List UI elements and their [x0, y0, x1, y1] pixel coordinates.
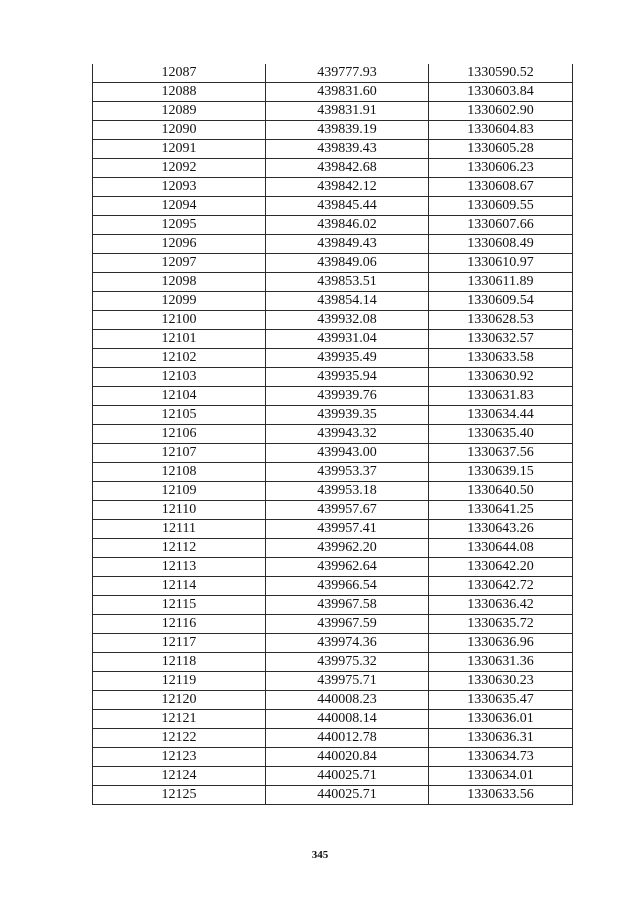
- x-coordinate-cell: 439966.54: [266, 577, 429, 596]
- y-coordinate-cell: 1330636.42: [429, 596, 573, 615]
- table-row: [93, 64, 573, 83]
- table-row: [93, 520, 573, 539]
- x-coordinate-cell: 439846.02: [266, 216, 429, 235]
- table-row: [93, 387, 573, 406]
- table-row: [93, 121, 573, 140]
- point-id-cell: 12110: [93, 501, 266, 520]
- y-coordinate-cell: 1330603.84: [429, 83, 573, 102]
- y-coordinate-cell: 1330628.53: [429, 311, 573, 330]
- table-row: [93, 235, 573, 254]
- y-coordinate-cell: 1330633.58: [429, 349, 573, 368]
- table-row: [93, 672, 573, 691]
- x-coordinate-cell: 439839.43: [266, 140, 429, 159]
- y-coordinate-cell: 1330602.90: [429, 102, 573, 121]
- point-id-cell: 12107: [93, 444, 266, 463]
- x-coordinate-cell: 439831.60: [266, 83, 429, 102]
- y-coordinate-cell: 1330636.01: [429, 710, 573, 729]
- x-coordinate-cell: 439845.44: [266, 197, 429, 216]
- y-coordinate-cell: 1330630.23: [429, 672, 573, 691]
- x-coordinate-cell: 439777.93: [266, 64, 429, 83]
- point-id-cell: 12114: [93, 577, 266, 596]
- y-coordinate-cell: 1330634.73: [429, 748, 573, 767]
- x-coordinate-cell: 439975.71: [266, 672, 429, 691]
- table-row: [93, 615, 573, 634]
- table-row: [93, 292, 573, 311]
- x-coordinate-cell: 439931.04: [266, 330, 429, 349]
- y-coordinate-cell: 1330604.83: [429, 121, 573, 140]
- point-id-cell: 12117: [93, 634, 266, 653]
- point-id-cell: 12088: [93, 83, 266, 102]
- table-row: [93, 254, 573, 273]
- x-coordinate-cell: 439842.68: [266, 159, 429, 178]
- point-id-cell: 12098: [93, 273, 266, 292]
- y-coordinate-cell: 1330610.97: [429, 254, 573, 273]
- point-id-cell: 12118: [93, 653, 266, 672]
- table-row: [93, 330, 573, 349]
- y-coordinate-cell: 1330590.52: [429, 64, 573, 83]
- table-row: [93, 368, 573, 387]
- table-row: [93, 463, 573, 482]
- x-coordinate-cell: 439853.51: [266, 273, 429, 292]
- point-id-cell: 12116: [93, 615, 266, 634]
- table-row: [93, 83, 573, 102]
- point-id-cell: 12108: [93, 463, 266, 482]
- x-coordinate-cell: 439839.19: [266, 121, 429, 140]
- y-coordinate-cell: 1330639.15: [429, 463, 573, 482]
- y-coordinate-cell: 1330609.55: [429, 197, 573, 216]
- x-coordinate-cell: 439962.64: [266, 558, 429, 577]
- x-coordinate-cell: 439943.32: [266, 425, 429, 444]
- y-coordinate-cell: 1330608.67: [429, 178, 573, 197]
- table-row: [93, 425, 573, 444]
- point-id-cell: 12120: [93, 691, 266, 710]
- point-id-cell: 12094: [93, 197, 266, 216]
- table-row: [93, 273, 573, 292]
- x-coordinate-cell: 439962.20: [266, 539, 429, 558]
- point-id-cell: 12106: [93, 425, 266, 444]
- table-row: [93, 444, 573, 463]
- table-row: [93, 406, 573, 425]
- x-coordinate-cell: 439967.59: [266, 615, 429, 634]
- point-id-cell: 12101: [93, 330, 266, 349]
- point-id-cell: 12121: [93, 710, 266, 729]
- point-id-cell: 12091: [93, 140, 266, 159]
- point-id-cell: 12097: [93, 254, 266, 273]
- y-coordinate-cell: 1330630.92: [429, 368, 573, 387]
- x-coordinate-cell: 440012.78: [266, 729, 429, 748]
- table-row: [93, 482, 573, 501]
- point-id-cell: 12103: [93, 368, 266, 387]
- y-coordinate-cell: 1330635.40: [429, 425, 573, 444]
- x-coordinate-cell: 440020.84: [266, 748, 429, 767]
- table-row: [93, 159, 573, 178]
- point-id-cell: 12099: [93, 292, 266, 311]
- y-coordinate-cell: 1330606.23: [429, 159, 573, 178]
- table-row: [93, 539, 573, 558]
- y-coordinate-cell: 1330609.54: [429, 292, 573, 311]
- table-row: [93, 311, 573, 330]
- x-coordinate-cell: 440008.14: [266, 710, 429, 729]
- x-coordinate-cell: 440008.23: [266, 691, 429, 710]
- x-coordinate-cell: 439854.14: [266, 292, 429, 311]
- table-row: [93, 729, 573, 748]
- table-row: [93, 216, 573, 235]
- x-coordinate-cell: 439957.41: [266, 520, 429, 539]
- table-row: [93, 767, 573, 786]
- x-coordinate-cell: 440025.71: [266, 767, 429, 786]
- coordinates-table: [92, 64, 573, 805]
- table-row: [93, 596, 573, 615]
- point-id-cell: 12100: [93, 311, 266, 330]
- page-number: 345: [311, 849, 329, 861]
- y-coordinate-cell: 1330642.20: [429, 558, 573, 577]
- table-row: [93, 102, 573, 121]
- x-coordinate-cell: 439974.36: [266, 634, 429, 653]
- x-coordinate-cell: 439939.35: [266, 406, 429, 425]
- point-id-cell: 12090: [93, 121, 266, 140]
- x-coordinate-cell: 439957.67: [266, 501, 429, 520]
- table-row: [93, 634, 573, 653]
- table-row: [93, 786, 573, 805]
- x-coordinate-cell: 439943.00: [266, 444, 429, 463]
- point-id-cell: 12102: [93, 349, 266, 368]
- point-id-cell: 12122: [93, 729, 266, 748]
- table-row: [93, 691, 573, 710]
- point-id-cell: 12087: [93, 64, 266, 83]
- table-row: [93, 140, 573, 159]
- x-coordinate-cell: 440025.71: [266, 786, 429, 805]
- point-id-cell: 12095: [93, 216, 266, 235]
- x-coordinate-cell: 439849.43: [266, 235, 429, 254]
- y-coordinate-cell: 1330631.83: [429, 387, 573, 406]
- y-coordinate-cell: 1330637.56: [429, 444, 573, 463]
- y-coordinate-cell: 1330605.28: [429, 140, 573, 159]
- x-coordinate-cell: 439939.76: [266, 387, 429, 406]
- y-coordinate-cell: 1330608.49: [429, 235, 573, 254]
- table-row: [93, 558, 573, 577]
- y-coordinate-cell: 1330643.26: [429, 520, 573, 539]
- x-coordinate-cell: 439849.06: [266, 254, 429, 273]
- point-id-cell: 12111: [93, 520, 266, 539]
- y-coordinate-cell: 1330641.25: [429, 501, 573, 520]
- x-coordinate-cell: 439842.12: [266, 178, 429, 197]
- y-coordinate-cell: 1330640.50: [429, 482, 573, 501]
- table-row: [93, 349, 573, 368]
- y-coordinate-cell: 1330636.96: [429, 634, 573, 653]
- x-coordinate-cell: 439935.94: [266, 368, 429, 387]
- table-row: [93, 501, 573, 520]
- x-coordinate-cell: 439831.91: [266, 102, 429, 121]
- y-coordinate-cell: 1330635.72: [429, 615, 573, 634]
- x-coordinate-cell: 439935.49: [266, 349, 429, 368]
- point-id-cell: 12125: [93, 786, 266, 805]
- point-id-cell: 12105: [93, 406, 266, 425]
- table-row: [93, 577, 573, 596]
- x-coordinate-cell: 439967.58: [266, 596, 429, 615]
- y-coordinate-cell: 1330632.57: [429, 330, 573, 349]
- table-row: [93, 653, 573, 672]
- y-coordinate-cell: 1330634.44: [429, 406, 573, 425]
- point-id-cell: 12115: [93, 596, 266, 615]
- table-row: [93, 748, 573, 767]
- point-id-cell: 12123: [93, 748, 266, 767]
- y-coordinate-cell: 1330636.31: [429, 729, 573, 748]
- coordinates-table-body: [93, 64, 573, 805]
- point-id-cell: 12104: [93, 387, 266, 406]
- point-id-cell: 12092: [93, 159, 266, 178]
- point-id-cell: 12112: [93, 539, 266, 558]
- table-row: [93, 710, 573, 729]
- x-coordinate-cell: 439975.32: [266, 653, 429, 672]
- table-row: [93, 197, 573, 216]
- x-coordinate-cell: 439953.37: [266, 463, 429, 482]
- point-id-cell: 12089: [93, 102, 266, 121]
- table-row: [93, 178, 573, 197]
- x-coordinate-cell: 439932.08: [266, 311, 429, 330]
- point-id-cell: 12119: [93, 672, 266, 691]
- point-id-cell: 12113: [93, 558, 266, 577]
- y-coordinate-cell: 1330611.89: [429, 273, 573, 292]
- y-coordinate-cell: 1330635.47: [429, 691, 573, 710]
- y-coordinate-cell: 1330642.72: [429, 577, 573, 596]
- y-coordinate-cell: 1330607.66: [429, 216, 573, 235]
- y-coordinate-cell: 1330633.56: [429, 786, 573, 805]
- y-coordinate-cell: 1330634.01: [429, 767, 573, 786]
- x-coordinate-cell: 439953.18: [266, 482, 429, 501]
- point-id-cell: 12124: [93, 767, 266, 786]
- point-id-cell: 12109: [93, 482, 266, 501]
- point-id-cell: 12093: [93, 178, 266, 197]
- y-coordinate-cell: 1330631.36: [429, 653, 573, 672]
- y-coordinate-cell: 1330644.08: [429, 539, 573, 558]
- point-id-cell: 12096: [93, 235, 266, 254]
